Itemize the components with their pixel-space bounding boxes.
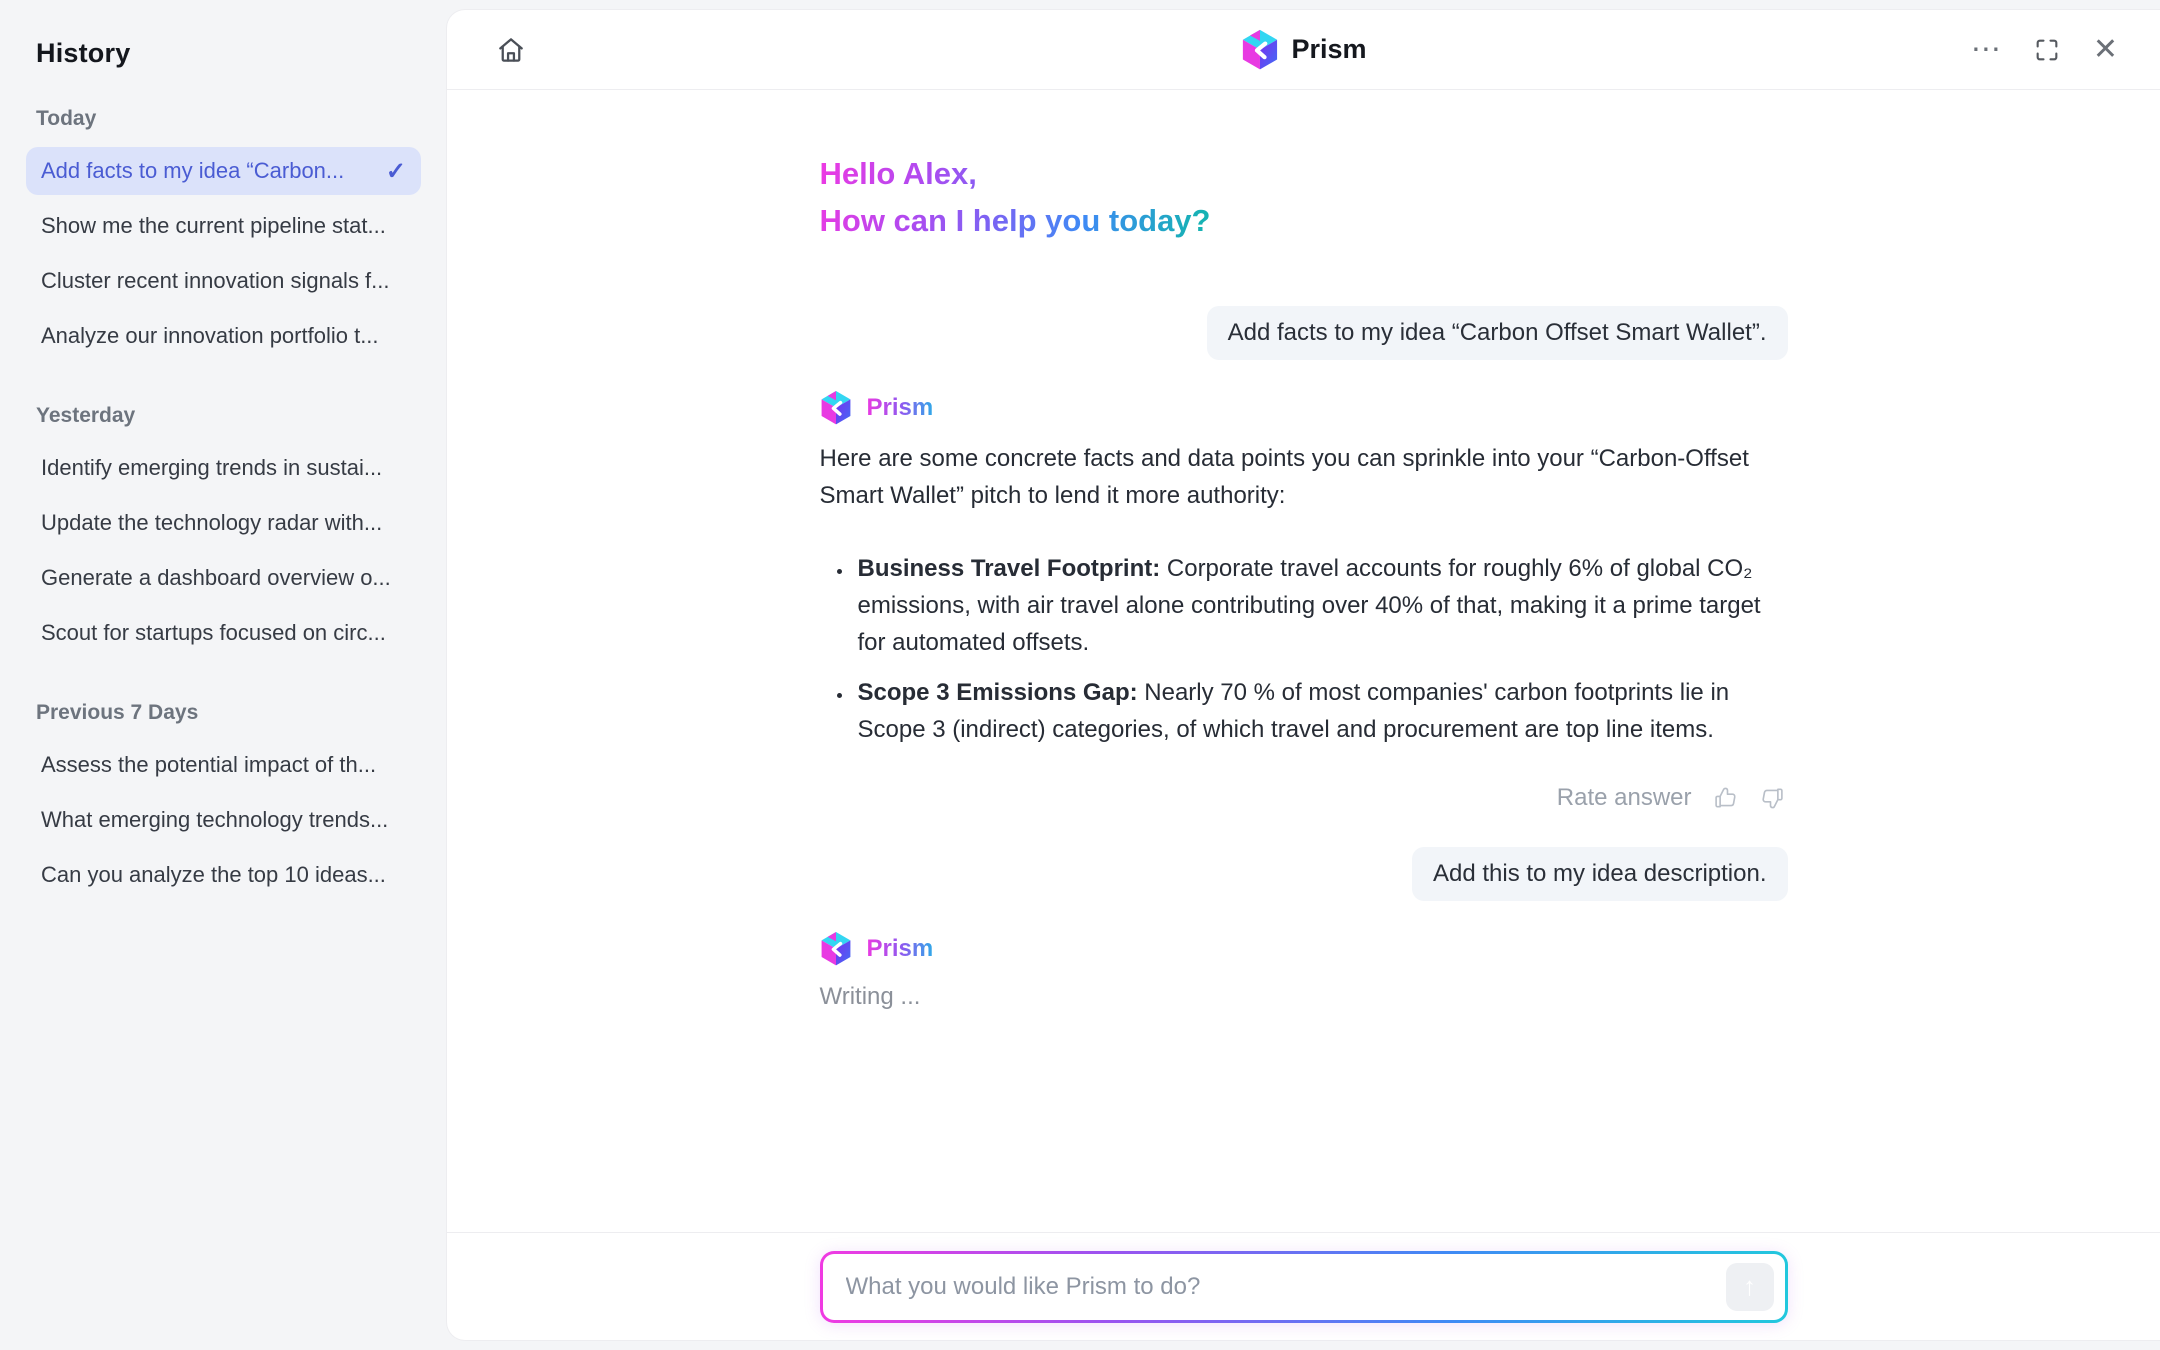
- more-options-button[interactable]: [1970, 32, 2001, 66]
- composer-gradient-border: [820, 1251, 1788, 1323]
- close-icon: ✕: [2092, 32, 2118, 66]
- fact-lead: Scope 3 Emissions Gap:: [857, 679, 1138, 706]
- home-button[interactable]: [489, 28, 533, 72]
- assistant-message-body: [820, 440, 1788, 761]
- history-item-label: What emerging technology trends...: [41, 807, 389, 832]
- prism-logo: [1240, 29, 1278, 71]
- ellipsis-icon: ⋯: [1970, 32, 2001, 66]
- history-item[interactable]: [26, 202, 421, 250]
- panel-header: [447, 10, 2160, 90]
- assistant-name: Prism: [866, 394, 934, 421]
- header-title-group: [1240, 29, 1366, 71]
- page-title: Prism: [1291, 34, 1367, 64]
- history-group-previous-7-days: [26, 701, 421, 899]
- thumbs-down-icon: [1760, 785, 1786, 811]
- check-icon: ✓: [385, 157, 406, 185]
- group-label-today: Today: [36, 107, 97, 130]
- header-actions: [1971, 30, 2118, 70]
- fact-rest: Nearly 70 % of most companies' carbon footprints lie in Scope 3 (indirect) categories, of which travel and procurement are top line items.: [857, 679, 1730, 743]
- history-sidebar: [0, 0, 447, 1350]
- greeting-line-1: Hello Alex,: [819, 156, 977, 191]
- home-icon: [495, 34, 527, 66]
- history-item[interactable]: [26, 257, 421, 305]
- send-button[interactable]: [1726, 1263, 1774, 1311]
- history-item[interactable]: [26, 554, 421, 602]
- history-item-label: Identify emerging trends in sustai...: [41, 455, 383, 480]
- group-label-previous-7-days: Previous 7 Days: [36, 701, 199, 724]
- prism-panel: [447, 10, 2160, 1340]
- history-item-label: Can you analyze the top 10 ideas...: [41, 862, 386, 887]
- history-item[interactable]: [26, 444, 421, 492]
- rate-answer-row: [820, 783, 1788, 813]
- chat-column: [820, 90, 1788, 1011]
- send-icon: ↑: [1743, 1271, 1756, 1301]
- thumbs-up-icon: [1712, 785, 1738, 811]
- rate-answer-label: Rate answer: [1556, 784, 1692, 811]
- assistant-message-header: [820, 390, 1788, 426]
- history-item[interactable]: [26, 312, 421, 360]
- history-item[interactable]: [26, 851, 421, 899]
- history-item-label: Cluster recent innovation signals f...: [41, 268, 390, 293]
- close-button[interactable]: [2092, 32, 2118, 66]
- assistant-intro: Here are some concrete facts and data points you can sprinkle into your “Carbon-Offset Smart Wallet” pitch to lend it more authority:: [819, 445, 1749, 509]
- history-item[interactable]: [26, 741, 421, 789]
- history-item-label: Analyze our innovation portfolio t...: [41, 323, 379, 348]
- composer-input[interactable]: [846, 1273, 1726, 1301]
- history-item-label: Show me the current pipeline stat...: [41, 213, 386, 238]
- history-item-label: Add facts to my idea “Carbon...: [41, 158, 345, 183]
- history-item-selected[interactable]: [26, 147, 421, 195]
- fullscreen-button[interactable]: [2027, 30, 2067, 70]
- history-item-label: Update the technology radar with...: [41, 510, 383, 535]
- fullscreen-icon: [2033, 36, 2061, 64]
- history-title: History: [36, 38, 131, 68]
- writing-status: Writing ...: [819, 983, 921, 1010]
- history-item[interactable]: [26, 499, 421, 547]
- user-message-bubble: Add facts to my idea “Carbon Offset Smart Wallet”.: [1207, 306, 1788, 360]
- chat-scroll-area[interactable]: [447, 90, 2160, 1232]
- history-item-label: Assess the potential impact of th...: [41, 752, 377, 777]
- user-message-bubble: Add this to my idea description.: [1412, 847, 1788, 901]
- history-item-label: Scout for startups focused on circ...: [41, 620, 386, 645]
- composer: [823, 1254, 1785, 1320]
- assistant-message-header: [820, 931, 1788, 967]
- greeting-line-2: How can I help you today?: [819, 203, 1211, 238]
- fact-list: [820, 550, 1788, 748]
- prism-logo: [820, 931, 852, 967]
- fact-item: [854, 674, 1788, 748]
- assistant-name: Prism: [866, 935, 934, 962]
- history-group-yesterday: [26, 404, 421, 657]
- composer-area: [447, 1232, 2160, 1340]
- history-group-today: [26, 107, 421, 360]
- fact-lead: Business Travel Footprint:: [857, 555, 1161, 582]
- group-label-yesterday: Yesterday: [36, 404, 136, 427]
- fact-item: [854, 550, 1788, 661]
- thumbs-down-button[interactable]: [1758, 783, 1788, 813]
- history-item-label: Generate a dashboard overview o...: [41, 565, 391, 590]
- fact-rest: Corporate travel accounts for roughly 6% of global CO₂ emissions, with air travel alone contributing over 40% of that, making it a prime target for automated offsets.: [857, 555, 1761, 656]
- history-item[interactable]: [26, 609, 421, 657]
- thumbs-up-button[interactable]: [1710, 783, 1740, 813]
- history-item[interactable]: [26, 796, 421, 844]
- prism-logo: [820, 390, 852, 426]
- greeting: [820, 150, 1211, 244]
